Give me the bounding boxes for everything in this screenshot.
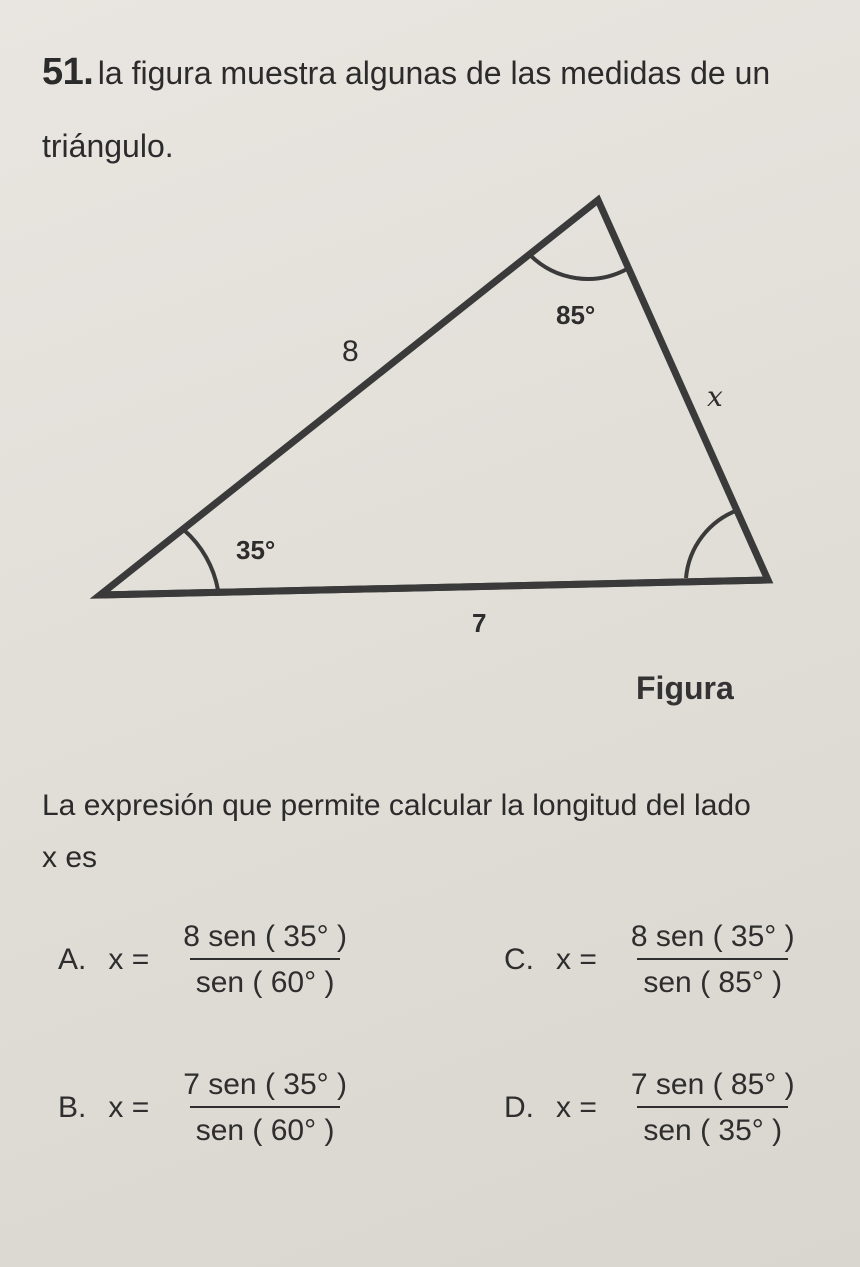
question-number: 51. [42, 51, 94, 93]
triangle-base [100, 580, 768, 595]
choice-d[interactable] [504, 1068, 801, 1148]
fraction-numerator: 7 sen ( 35° ) [183, 1068, 347, 1101]
choice-a[interactable] [58, 920, 353, 1000]
triangle-shape [100, 200, 768, 595]
fraction [177, 1068, 353, 1148]
choice-c[interactable] [504, 920, 801, 1000]
side-label-8: 8 [342, 335, 359, 368]
choice-letter: C. [504, 943, 534, 976]
fraction-numerator: 8 sen ( 35° ) [183, 920, 347, 953]
angle-label-35: 35° [236, 535, 276, 565]
side-label-7: 7 [472, 608, 487, 638]
question-prompt [42, 780, 842, 884]
choice-letter: D. [504, 1091, 534, 1124]
choice-lhs: x = [556, 1091, 597, 1124]
question-line-1 [42, 52, 832, 100]
triangle-diagram [0, 180, 860, 630]
choice-lhs: x = [556, 943, 597, 976]
figure-caption: Figura [636, 670, 734, 706]
choice-letter: A. [58, 943, 87, 976]
fraction-numerator: 8 sen ( 35° ) [630, 920, 795, 953]
side-label-x: x [707, 380, 723, 413]
fraction-numerator: 7 sen ( 85° ) [630, 1068, 795, 1101]
fraction-denominator: sen ( 60° ) [190, 958, 341, 1000]
choice-lhs: x = [108, 1091, 150, 1124]
fraction-denominator: sen ( 35° ) [637, 1106, 788, 1148]
angle-arc-right [686, 510, 738, 578]
choice-letter: B. [58, 1091, 87, 1124]
fraction-denominator: sen ( 60° ) [190, 1106, 341, 1148]
angle-arc-left [184, 530, 218, 590]
question-text: la figura muestra algunas de las medidas de un [97, 55, 771, 91]
angle-label-85: 85° [556, 300, 596, 330]
choice-b[interactable] [58, 1068, 353, 1148]
question-text-continued: triángulo. [42, 128, 174, 164]
fraction [625, 1068, 801, 1148]
fraction [625, 920, 801, 1000]
fraction [177, 920, 353, 1000]
prompt-line-1: La expresión que permite calcular la longitud del lado [42, 789, 751, 822]
question-header [42, 52, 832, 168]
choice-lhs: x = [108, 943, 150, 976]
angle-arc-top [530, 255, 627, 279]
prompt-line-2: x es [42, 841, 98, 874]
fraction-denominator: sen ( 85° ) [637, 958, 788, 1000]
triangle-figure [0, 180, 860, 638]
